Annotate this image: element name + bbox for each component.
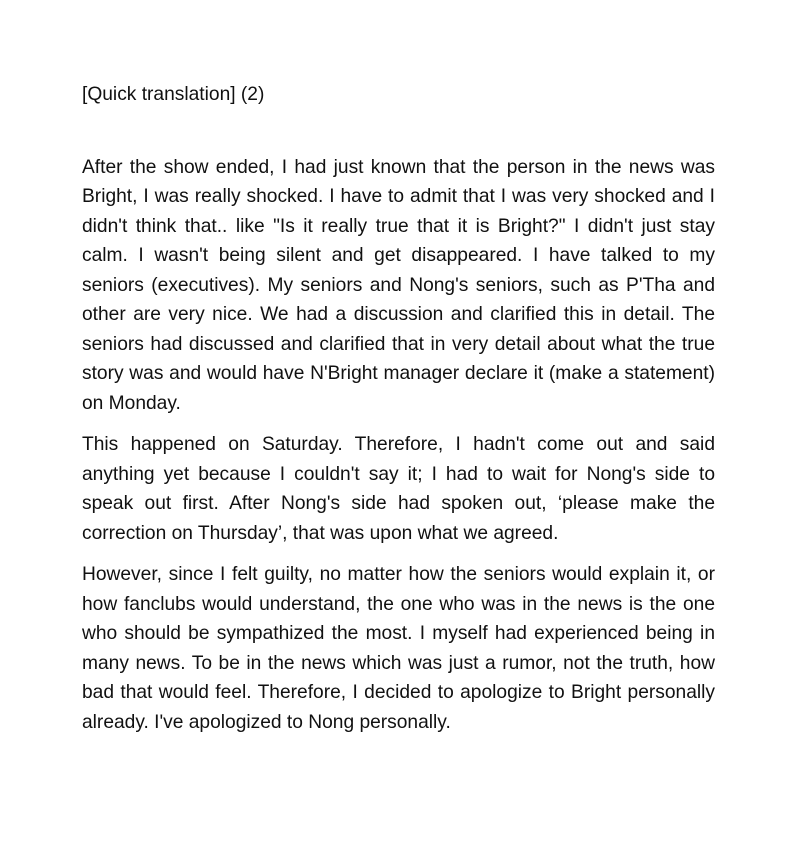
- document-body: [82, 80, 715, 737]
- paragraph-1: After the show ended, I had just known that the person in the news was Bright, I was really shocked. I have to admit that I was very shocked and I didn't think that.. like "Is it really true that it is Bright?" I didn't just stay calm. I wasn't being silent and get disappeared. I have talked to my seniors (executives). My seniors and Nong's seniors, such as P'Tha and other are very nice. We had a discussion and clarified this in detail. The seniors had discussed and clarified that in very detail about what the true story was and would have N'Bright manager declare it (make a statement) on Monday.: [82, 156, 715, 414]
- paragraph-3: However, since I felt guilty, no matter how the seniors would explain it, or how fanclubs would understand, the one who was in the news is the one who should be sympathized the most. I myself had experienced being in many news. To be in the news which was just a rumor, not the truth, how bad that would feel. Therefore, I decided to apologize to Bright personally already. I've apologized to Nong personally.: [82, 564, 715, 733]
- document-heading: [Quick translation] (2): [82, 84, 265, 105]
- paragraph-2: This happened on Saturday. Therefore, I hadn't come out and said anything yet because I couldn't say it; I had to wait for Nong's side to speak out first. After Nong's side had spoken out, ‘please make the correction on Thursday’, that was upon what we agreed.: [82, 434, 715, 544]
